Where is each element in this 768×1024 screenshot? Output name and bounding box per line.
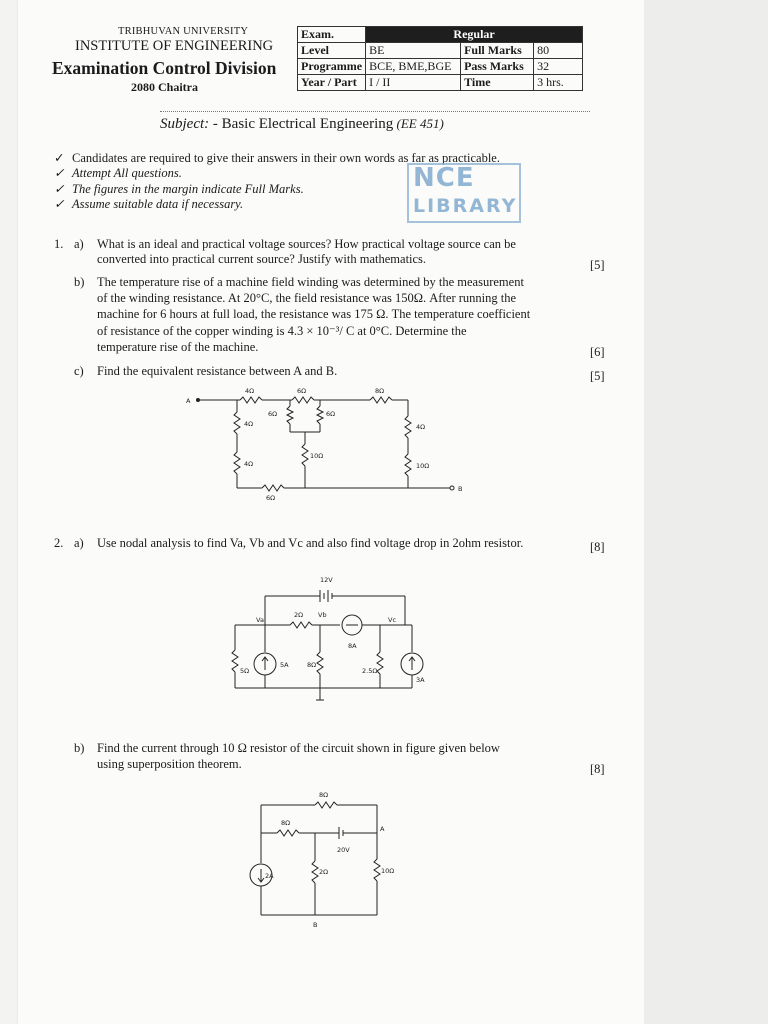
node-b-label: B xyxy=(458,485,463,493)
instruction-3: ✓ The figures in the margin indicate Full Marks. xyxy=(54,182,304,196)
subject-prefix: Subject: xyxy=(160,116,210,132)
current-source-label: 3A xyxy=(416,676,425,684)
resistor-label: 6Ω xyxy=(266,494,276,502)
q1b-line5: temperature rise of the machine. xyxy=(97,340,259,354)
subject-text: - Basic Electrical Engineering xyxy=(209,116,394,132)
subject-line xyxy=(160,116,444,133)
level-value: BE xyxy=(366,43,461,59)
voltage-source-label: 12V xyxy=(320,576,333,584)
resistor-label: 2Ω xyxy=(294,611,304,619)
exam-value: Regular xyxy=(366,27,583,43)
pass-marks-value: 32 xyxy=(534,59,583,75)
programme-label: Programme xyxy=(298,59,366,75)
division-name: Examination Control Division xyxy=(52,58,277,78)
q2b-label: b) xyxy=(74,741,85,755)
exam-info-table xyxy=(297,26,583,91)
resistor-label: 8Ω xyxy=(281,819,291,827)
current-source-label: 5A xyxy=(280,661,289,669)
q2b-line1: Find the current through 10 Ω resistor of the circuit shown in figure given below xyxy=(97,741,500,755)
q1c-text: Find the equivalent resistance between A and B. xyxy=(97,364,338,378)
node-vc-label: Vc xyxy=(388,616,397,624)
level-label: Level xyxy=(298,43,366,59)
time-value: 3 hrs. xyxy=(534,75,583,91)
exam-label: Exam. xyxy=(298,27,366,43)
resistor-label: 4Ω xyxy=(245,387,255,395)
instruction-1: ✓ Candidates are required to give their answers in their own words as far as practicable. xyxy=(54,151,500,165)
full-marks-label: Full Marks xyxy=(461,43,534,59)
exam-year: 2080 Chaitra xyxy=(131,80,198,94)
node-a-label: A xyxy=(380,825,385,833)
resistor-label: 8Ω xyxy=(319,791,329,799)
figure-superposition-circuit xyxy=(245,775,395,935)
check-icon: ✓ xyxy=(54,166,65,180)
resistor-label: 8Ω xyxy=(375,387,385,395)
q1b-line2: of the winding resistance. At 20°C, the field resistance was 150Ω. After running the xyxy=(97,291,517,305)
resistor-label: 10Ω xyxy=(416,462,430,470)
resistor-label: 2Ω xyxy=(319,868,329,876)
instruction-4: ✓ Assume suitable data if necessary. xyxy=(54,197,244,211)
q2-number: 2. xyxy=(54,536,64,550)
page-edge-background xyxy=(644,0,768,1024)
resistor-label: 8Ω xyxy=(307,661,317,669)
q1a-line2: converted into practical current source? Justify with mathematics. xyxy=(97,252,427,266)
q2a-marks: [8] xyxy=(590,540,605,554)
q1-number: 1. xyxy=(54,237,64,251)
resistor-label: 4Ω xyxy=(416,423,426,431)
node-va-label: Va xyxy=(256,616,264,624)
year-part-value: I / II xyxy=(366,75,461,91)
subject-code: (EE 451) xyxy=(393,116,444,131)
time-label: Time xyxy=(461,75,534,91)
pass-marks-label: Pass Marks xyxy=(461,59,534,75)
current-source-label: 2A xyxy=(265,872,274,880)
q2a-text: Use nodal analysis to find Va, Vb and Vc and also find voltage drop in 2ohm resistor. xyxy=(97,536,524,550)
q1b-marks: [6] xyxy=(590,345,605,359)
resistor-label: 10Ω xyxy=(381,867,395,875)
resistor-label: 6Ω xyxy=(297,387,307,395)
q2b-line2: using superposition theorem. xyxy=(97,757,242,771)
q1b-line4: of resistance of the copper winding is 4.3 × 10⁻³/ C at 0°C. Determine the xyxy=(97,324,467,338)
resistor-label: 10Ω xyxy=(310,452,324,460)
resistor-label: 2.5Ω xyxy=(362,667,378,675)
resistor-label: 5Ω xyxy=(240,667,250,675)
q1a-marks: [5] xyxy=(590,258,605,272)
q1c-marks: [5] xyxy=(590,369,605,383)
check-icon: ✓ xyxy=(54,197,65,211)
institute-name: INSTITUTE OF ENGINEERING xyxy=(75,38,274,54)
current-source-label: 8A xyxy=(348,642,357,650)
q1c-label: c) xyxy=(74,364,84,378)
q1a-line1: What is an ideal and practical voltage sources? How practical voltage source can be xyxy=(97,237,516,251)
programme-value: BCE, BME,BGE xyxy=(366,59,461,75)
q1b-label: b) xyxy=(74,275,85,289)
resistor-label: 4Ω xyxy=(244,460,254,468)
instruction-2: ✓ Attempt All questions. xyxy=(54,166,182,180)
q1a-label: a) xyxy=(74,237,84,251)
resistor-label: 6Ω xyxy=(326,410,336,418)
figure-nodal-circuit xyxy=(220,570,430,710)
node-a-label: A xyxy=(186,397,191,405)
q2a-label: a) xyxy=(74,536,84,550)
q1b-line1: The temperature rise of a machine field winding was determined by the measurement xyxy=(97,275,524,289)
year-part-label: Year / Part xyxy=(298,75,366,91)
resistor-label: 4Ω xyxy=(244,420,254,428)
check-icon: ✓ xyxy=(54,151,65,165)
header-divider xyxy=(160,111,590,112)
library-stamp: NCE LIBRARY xyxy=(407,163,521,223)
university-name: TRIBHUVAN UNIVERSITY xyxy=(118,26,249,37)
voltage-source-label: 20V xyxy=(337,846,350,854)
q2b-marks: [8] xyxy=(590,762,605,776)
q1b-line3: machine for 6 hours at full load, the resistance was 175 Ω. The temperature coefficient xyxy=(97,307,531,321)
resistor-label: 6Ω xyxy=(268,410,278,418)
check-icon: ✓ xyxy=(54,182,65,196)
node-b-label: B xyxy=(313,921,318,929)
figure-resistor-network xyxy=(180,380,470,505)
node-vb-label: Vb xyxy=(318,611,327,619)
full-marks-value: 80 xyxy=(534,43,583,59)
